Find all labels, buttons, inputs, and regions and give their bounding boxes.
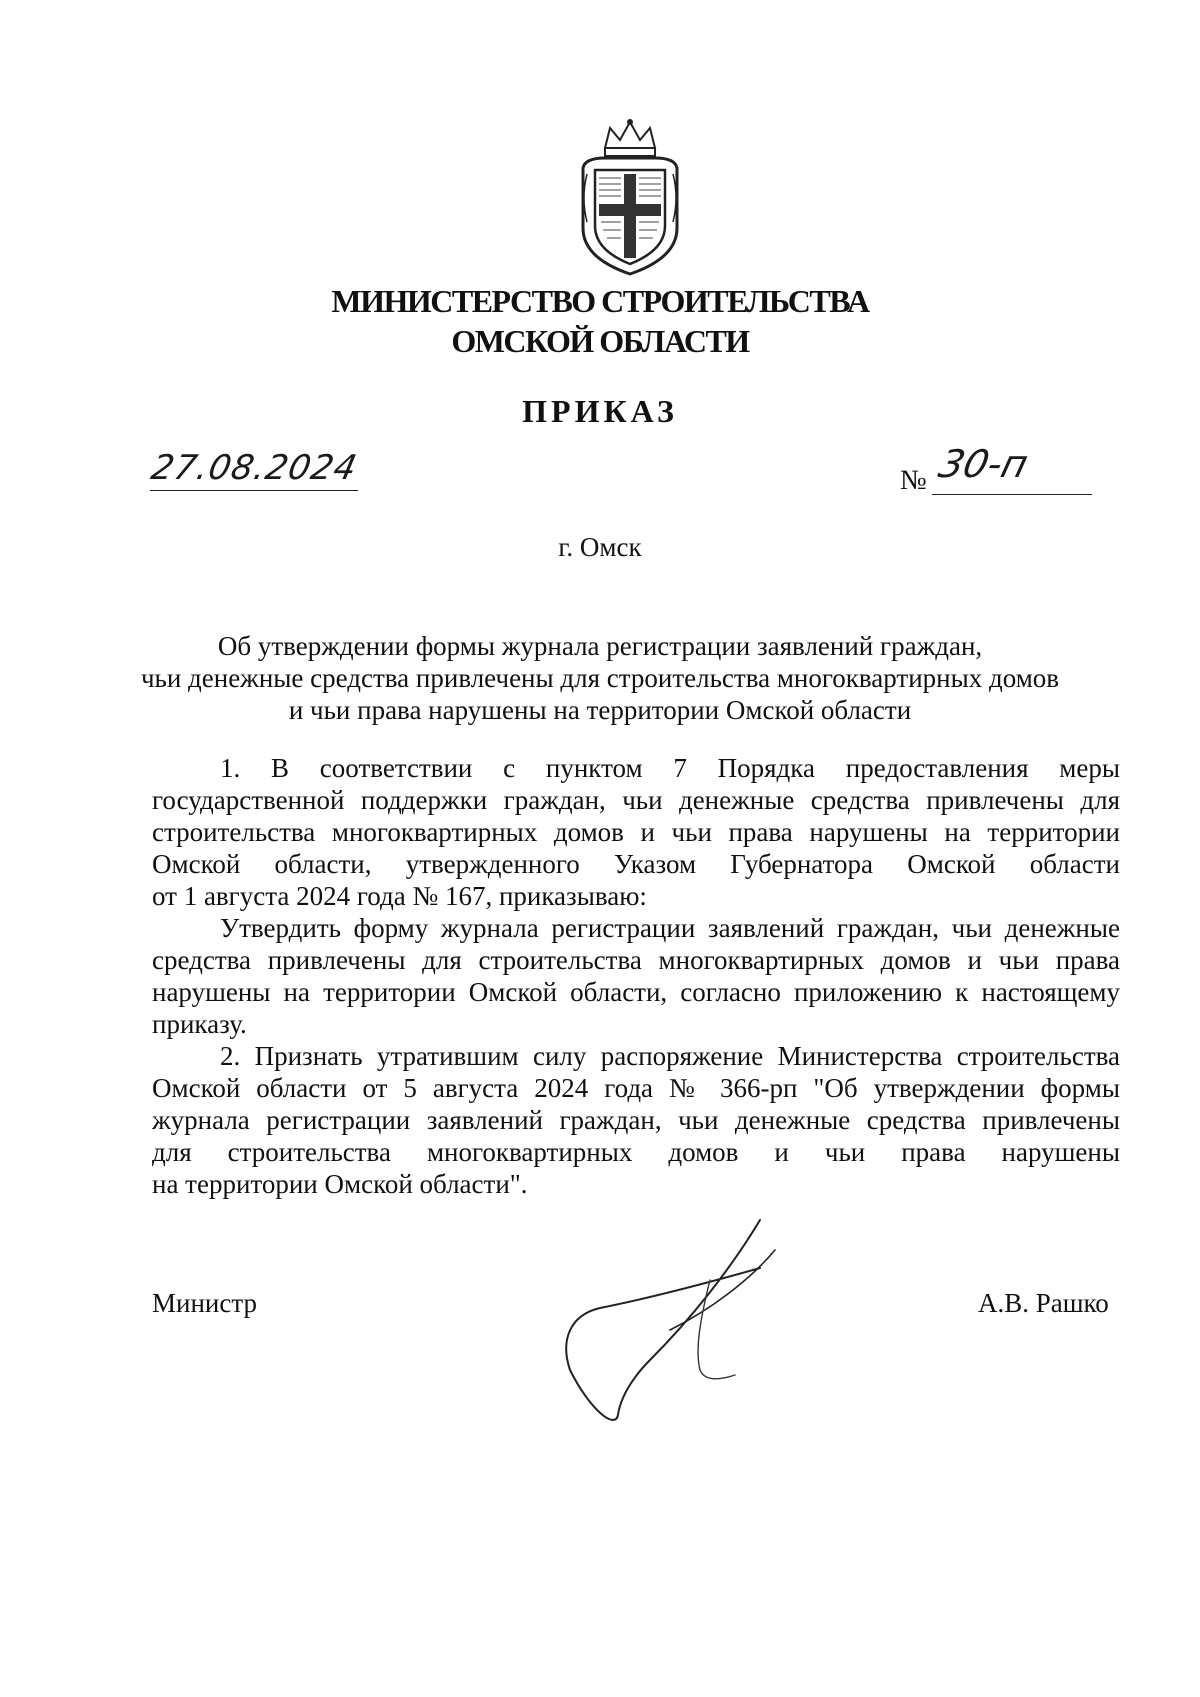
signatory-role: Министр bbox=[152, 1288, 257, 1318]
paragraph-line: журнала регистрации заявлений граждан, чьи денежные средства привлечены bbox=[152, 1105, 1120, 1135]
paragraph-line: Омской области от 5 августа 2024 года № 366-рп "Об утверждении формы bbox=[152, 1073, 1120, 1103]
paragraph-line: от 1 августа 2024 года № 167, приказываю: bbox=[152, 881, 647, 911]
paragraph-line: 2. Признать утратившим силу распоряжение Министерства строительства bbox=[220, 1041, 1120, 1071]
signatory-name: А.В. Рашко bbox=[978, 1288, 1109, 1318]
paragraph-line: государственной поддержки граждан, чьи денежные средства привлечены для bbox=[152, 785, 1120, 815]
paragraph-line: строительства многоквартирных домов и чьи права нарушены на территории bbox=[152, 817, 1120, 847]
paragraph-3 bbox=[152, 1040, 1120, 1200]
coat-of-arms-icon bbox=[575, 118, 685, 278]
handwritten-signature bbox=[560, 1210, 790, 1430]
paragraph-2 bbox=[152, 912, 1120, 1040]
number-underline bbox=[932, 494, 1092, 495]
paragraph-1 bbox=[152, 752, 1120, 912]
paragraph-line: Омской области, утвержденного Указом Губернатора Омской области bbox=[152, 849, 1120, 879]
paragraph-line: средства привлечены для строительства многоквартирных домов и чьи права bbox=[152, 945, 1120, 975]
handwritten-date: 27.08.2024 bbox=[147, 448, 361, 488]
paragraph-line: приказу. bbox=[152, 1009, 247, 1039]
ministry-name-line2: ОМСКОЙ ОБЛАСТИ bbox=[451, 323, 749, 359]
paragraph-line: для строительства многоквартирных домов и чьи права нарушены bbox=[152, 1137, 1120, 1167]
document-type: ПРИКАЗ bbox=[522, 393, 678, 429]
title-line: и чьи права нарушены на территории Омской области bbox=[288, 695, 912, 725]
paragraph-line: нарушены на территории Омской области, согласно приложению к настоящему bbox=[152, 977, 1120, 1007]
ministry-name-line1: МИНИСТЕРСТВО СТРОИТЕЛЬСТВА bbox=[331, 283, 869, 319]
document-title bbox=[120, 630, 1080, 726]
title-line: чьи денежные средства привлечены для строительства многоквартирных домов bbox=[140, 663, 1060, 693]
number-sign: № bbox=[900, 465, 927, 496]
handwritten-number: 30-п bbox=[934, 442, 1033, 486]
title-line: Об утверждении формы журнала регистрации заявлений граждан, bbox=[217, 631, 983, 661]
paragraph-line: Утвердить форму журнала регистрации заявлений граждан, чьи денежные bbox=[220, 913, 1120, 943]
date-underline bbox=[150, 490, 358, 491]
paragraph-line: 1. В соответствии с пунктом 7 Порядка предоставления меры bbox=[220, 753, 1120, 783]
paragraph-line: на территории Омской области". bbox=[152, 1169, 528, 1199]
city: г. Омск bbox=[558, 532, 642, 562]
